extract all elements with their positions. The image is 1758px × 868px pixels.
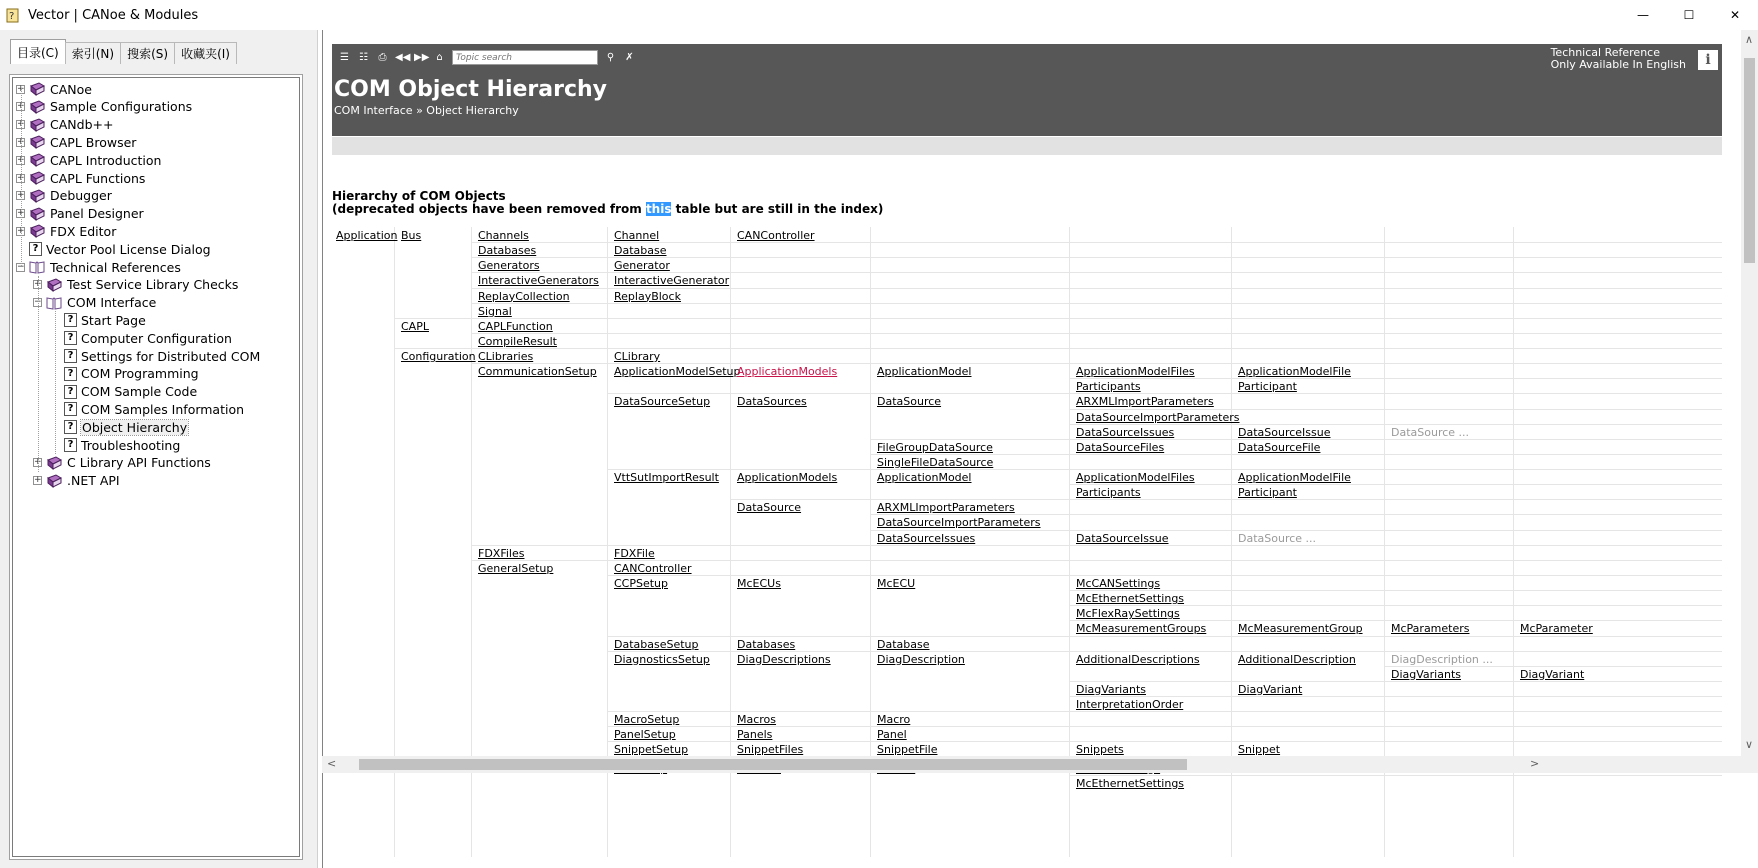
svg-text:?: ? (9, 11, 15, 22)
page-icon: ? (64, 331, 77, 345)
header-toolbar (338, 50, 642, 65)
content-pane (322, 30, 1758, 868)
table-cell-link[interactable]: Panel (877, 728, 907, 742)
table-row-divider (1069, 590, 1722, 591)
table-cell-link[interactable]: DatabaseSetup (614, 637, 699, 651)
contents-tree[interactable] (12, 77, 300, 857)
tree-item-label: Debugger (50, 188, 112, 204)
tree-item[interactable] (33, 471, 120, 491)
page-title: COM Object Hierarchy (334, 77, 607, 102)
table-cell-link[interactable]: McEthernetSettings (1076, 592, 1185, 606)
topic-search-input[interactable] (452, 50, 598, 65)
table-row-divider (471, 545, 1722, 546)
table-cell-link[interactable]: DiagVariant (1520, 667, 1585, 681)
tree-item-label: Object Hierarchy (82, 419, 188, 435)
table-cell-link[interactable]: Bus (401, 229, 422, 242)
table-row-divider (1384, 666, 1722, 667)
table-row-divider (607, 741, 1722, 742)
selected-text: this (645, 202, 672, 216)
table-cell-link[interactable]: DataSourceIssue (1076, 531, 1169, 545)
table-row-divider (471, 272, 1722, 273)
vertical-scrollbar[interactable] (1741, 30, 1758, 756)
table-cell-link[interactable]: McFlexRaySettings (1076, 607, 1180, 621)
tree-item-label: Sample Configurations (50, 99, 193, 115)
table-row-divider (607, 469, 1722, 470)
table-row-divider (471, 242, 1722, 243)
book-icon (29, 100, 45, 114)
table-cell-link[interactable]: ApplicationModel (877, 471, 972, 485)
table-row-divider (1069, 681, 1722, 682)
scroll-up-icon[interactable]: ∧ (1745, 33, 1754, 46)
maximize-icon: ☐ (1683, 8, 1695, 22)
book-icon (29, 135, 45, 149)
table-cell-link[interactable]: SnippetSetup (614, 743, 689, 757)
tree-item-label: CAPL Introduction (50, 152, 162, 168)
table-cell-link[interactable]: Participant (1238, 380, 1297, 394)
expand-icon[interactable]: + (17, 225, 25, 236)
table-cell-link[interactable]: DiagVariants (1076, 682, 1146, 696)
table-cell-link[interactable]: SingleFileDataSource (877, 455, 994, 469)
book-icon (46, 278, 62, 292)
page-header (332, 44, 1722, 136)
info-icon[interactable]: i (1698, 50, 1718, 70)
book-icon (29, 207, 45, 221)
tree-item-label: Settings for Distributed COM (81, 348, 261, 364)
tree-item-label: Start Page (81, 312, 146, 328)
tree-item-label: COM Programming (81, 366, 199, 382)
table-cell-link[interactable]: CLibraries (478, 350, 534, 364)
book-icon (29, 189, 45, 203)
table-row-divider (1069, 424, 1722, 425)
table-cell-link[interactable]: Participants (1076, 380, 1141, 394)
table-cell-link[interactable]: DataSourceFiles (1076, 440, 1165, 454)
heading-line2 (332, 203, 883, 216)
table-row-divider (1069, 409, 1722, 410)
title-bar (0, 0, 1758, 30)
tree-line (21, 88, 22, 266)
table-cell-link[interactable]: DiagnosticsSetup (614, 652, 710, 666)
table-cell-link[interactable]: McCANSettings (1076, 576, 1161, 590)
book-icon (29, 153, 45, 167)
table-row-divider (1069, 378, 1722, 379)
tree-item-label: CANoe (50, 81, 92, 97)
table-cell-link[interactable]: McECU (877, 576, 916, 590)
table-cell-link[interactable]: McMeasurementGroup (1238, 622, 1363, 636)
table-cell-link[interactable]: DataSources (737, 395, 807, 409)
expand-icon[interactable]: + (34, 457, 42, 468)
open-book-icon (46, 296, 62, 310)
table-cell-link[interactable]: CAPL (401, 319, 429, 333)
table-row-divider (394, 348, 1722, 349)
table-cell-link[interactable]: McEthernetSettings (1076, 776, 1185, 790)
navigation-pane (0, 30, 318, 868)
book-icon (29, 224, 45, 238)
page-icon: ? (64, 313, 77, 327)
table-cell-link[interactable]: CompileResult (478, 334, 557, 348)
tree-item-label: CANdb++ (50, 117, 114, 133)
expand-icon[interactable]: + (17, 119, 25, 130)
table-cell-link[interactable]: DataSourceFile (1238, 440, 1321, 454)
tree-item-label: COM Sample Code (81, 384, 198, 400)
table-cell-link[interactable]: SnippetFiles (737, 743, 804, 757)
table-row-divider (471, 303, 1722, 304)
table-cell-link[interactable]: DataSourceImportParameters (1076, 410, 1240, 424)
table-cell-link[interactable]: VttSutImportResult (614, 471, 719, 485)
table-row-divider (607, 711, 1722, 712)
tab-index[interactable]: 索引(N) (65, 42, 121, 64)
page-icon: ? (64, 438, 77, 452)
table-cell-link[interactable]: Configuration (401, 350, 476, 364)
clear-search-icon[interactable]: ✗ (625, 51, 634, 63)
table-cell-text: DiagDescription ... (1391, 652, 1493, 666)
table-cell-link[interactable]: GeneralSetup (478, 561, 554, 575)
table-row-divider (471, 333, 1722, 334)
tree-item-label: CAPL Functions (50, 170, 146, 186)
table-cell-link[interactable]: DataSourceIssues (1076, 425, 1175, 439)
book-icon (29, 82, 45, 96)
table-cell-link[interactable]: DataSourceSetup (614, 395, 711, 409)
expand-icon[interactable]: + (17, 83, 25, 94)
table-row-divider (471, 363, 1722, 364)
table-row-divider (730, 499, 1722, 500)
techref-line2: Only Available In English (1550, 58, 1686, 71)
page-icon: ? (64, 420, 77, 434)
tree-item-label: Troubleshooting (81, 437, 181, 453)
tree-item-label: COM Samples Information (81, 401, 245, 417)
tab-search[interactable]: 搜索(S) (120, 42, 175, 64)
table-row-divider (607, 393, 1722, 394)
expand-icon[interactable]: + (34, 279, 42, 290)
table-cell-link[interactable]: DataSourceIssue (1238, 425, 1331, 439)
vertical-scroll-thumb[interactable] (1744, 58, 1755, 263)
table-cell-link[interactable]: DataSource (737, 501, 802, 515)
table-cell-link[interactable]: ApplicationModels (737, 365, 838, 379)
table-cell-link[interactable]: DiagDescriptions (737, 652, 831, 666)
table-row-divider (870, 514, 1722, 515)
table-cell-link[interactable]: DataSourceImportParameters (877, 516, 1041, 530)
horizontal-scrollbar[interactable] (322, 756, 1758, 773)
table-row-divider (1069, 605, 1722, 606)
collapse-icon[interactable]: − (17, 261, 25, 272)
table-cell-link[interactable]: ApplicationModelFile (1238, 365, 1351, 379)
table-cell-link[interactable]: CANController (737, 229, 815, 242)
table-cell-link[interactable]: Macro (877, 713, 911, 727)
book-icon (29, 171, 45, 185)
table-cell-link[interactable]: McMeasurementGroups (1076, 622, 1207, 636)
print-icon[interactable]: ⎙ (378, 51, 387, 63)
table-cell-link[interactable]: Databases (737, 637, 796, 651)
table-cell-link[interactable]: FDXFile (614, 546, 655, 560)
table-cell-link[interactable]: CANController (614, 561, 692, 575)
tree-item-label: CAPL Browser (50, 134, 137, 150)
search-go-icon[interactable]: ⚲ (606, 51, 615, 63)
table-cell-link[interactable]: AdditionalDescription (1238, 652, 1356, 666)
collapse-icon[interactable]: − (34, 297, 42, 308)
table-cell-link[interactable]: ARXMLImportParameters (877, 501, 1015, 515)
book-icon (29, 118, 45, 132)
close-button[interactable] (1712, 0, 1758, 30)
page-icon: ? (64, 349, 77, 363)
tab-favorites[interactable]: 收藏夹(I) (174, 42, 237, 64)
page-icon: ? (29, 242, 42, 256)
table-cell-link[interactable]: ApplicationModels (737, 471, 838, 485)
scroll-right-icon[interactable]: > (1530, 757, 1540, 770)
show-toc-icon[interactable]: ☰ (340, 51, 349, 63)
table-cell-link[interactable]: Channel (614, 229, 660, 242)
minimize-icon: — (1637, 8, 1649, 22)
nav-tabs (10, 42, 236, 64)
expand-icon[interactable]: + (17, 190, 25, 201)
table-cell-link[interactable]: McParameters (1391, 622, 1470, 636)
table-cell-link[interactable]: PanelSetup (614, 728, 676, 742)
table-cell-text: DataSource ... (1238, 531, 1317, 545)
tree-item-label: Computer Configuration (81, 330, 232, 346)
table-row-divider (607, 575, 1722, 576)
table-cell-link[interactable]: DataSourceIssues (877, 531, 976, 545)
table-row-divider (1069, 696, 1722, 697)
table-cell-link[interactable]: Database (614, 244, 667, 258)
table-row-divider (607, 726, 1722, 727)
window-title: Vector | CANoe & Modules (28, 7, 199, 23)
table-cell-link[interactable]: ApplicationModelSetup (614, 365, 741, 379)
table-cell-link[interactable]: FDXFiles (478, 546, 525, 560)
table-cell-link[interactable]: Snippets (1076, 743, 1124, 757)
table-cell-link[interactable]: Signal (478, 304, 512, 318)
table-row-divider (1069, 620, 1722, 621)
table-row-divider (870, 454, 1722, 455)
table-cell-link[interactable]: Participants (1076, 486, 1141, 500)
book-icon (46, 474, 62, 488)
expand-icon[interactable]: + (17, 136, 25, 147)
table-cell-link[interactable]: DiagVariants (1391, 667, 1461, 681)
table-cell-link[interactable]: CommunicationSetup (478, 365, 597, 379)
hide-toc-icon[interactable]: ☷ (359, 51, 368, 63)
contents-tree-frame (9, 74, 303, 860)
tree-item-label: Test Service Library Checks (67, 277, 239, 293)
table-cell-link[interactable]: ApplicationModelFiles (1076, 365, 1195, 379)
header-strip (332, 137, 1722, 155)
table-cell-link[interactable]: CCPSetup (614, 576, 669, 590)
table-row-divider (471, 288, 1722, 289)
tree-item-label: Technical References (50, 259, 181, 275)
open-book-icon (29, 260, 45, 274)
heading-pre: (deprecated objects have been removed from (332, 202, 646, 216)
close-icon: ✕ (1729, 8, 1741, 22)
table-cell-link[interactable]: Channels (478, 229, 529, 242)
expand-icon[interactable]: + (17, 101, 25, 112)
table-cell-link[interactable]: ARXMLImportParameters (1076, 395, 1214, 409)
table-cell-link[interactable]: InteractiveGenerator (614, 274, 730, 288)
techref-line1: Technical Reference (1550, 46, 1660, 59)
expand-icon[interactable]: + (17, 172, 25, 183)
maximize-button[interactable] (1666, 0, 1712, 30)
table-row-divider (471, 257, 1722, 258)
table-cell-link[interactable]: SnippetFile (877, 743, 938, 757)
tech-reference-note (1551, 47, 1686, 71)
table-cell-link[interactable]: DataSource (877, 395, 942, 409)
table-cell-link[interactable]: ApplicationModelFiles (1076, 471, 1195, 485)
table-cell-link[interactable]: DiagDescription (877, 652, 965, 666)
minimize-button[interactable] (1620, 0, 1666, 30)
table-row-divider (870, 530, 1722, 531)
table-cell-text: DataSource ... (1391, 425, 1470, 439)
table-cell-link[interactable]: Macros (737, 713, 777, 727)
table-row-divider (394, 318, 1722, 319)
horizontal-scroll-thumb[interactable] (359, 759, 1187, 770)
tab-contents[interactable]: 目录(C) (10, 39, 66, 64)
tree-item-label: FDX Editor (50, 223, 117, 239)
heading-post: table but are still in the index) (671, 202, 884, 216)
table-cell-link[interactable]: Generator (614, 259, 670, 273)
book-icon (46, 456, 62, 470)
table-cell-link[interactable]: CLibrary (614, 350, 661, 364)
table-row-divider (471, 560, 1722, 561)
tree-item-label: C Library API Functions (67, 455, 211, 471)
table-cell-link[interactable]: Databases (478, 244, 537, 258)
table-cell-link[interactable]: Database (877, 637, 930, 651)
tree-item-label: .NET API (67, 473, 120, 489)
heading-line1: Hierarchy of COM Objects (332, 189, 506, 203)
table-cell-link[interactable]: McECUs (737, 576, 781, 590)
table-cell-link[interactable]: ReplayBlock (614, 289, 681, 303)
table-row-divider (607, 636, 1722, 637)
breadcrumb: COM Interface » Object Hierarchy (334, 104, 519, 117)
forward-icon[interactable]: ▶▶ (414, 51, 430, 63)
table-cell-link[interactable]: MacroSetup (614, 713, 680, 727)
table-cell-link[interactable]: DiagVariant (1238, 682, 1303, 696)
table-cell-link[interactable]: Panels (737, 728, 773, 742)
section-heading (332, 190, 883, 216)
tree-item-label: COM Interface (67, 295, 157, 311)
tree-line (55, 311, 56, 454)
table-cell-link[interactable]: ApplicationModel (877, 365, 972, 379)
tree-line (38, 276, 39, 472)
table-cell-link[interactable]: Generators (478, 259, 540, 273)
expand-icon[interactable]: + (17, 154, 25, 165)
table-cell-link[interactable]: Snippet (1238, 743, 1281, 757)
table-cell-link[interactable]: CAPLFunction (478, 319, 553, 333)
table-cell-link[interactable]: ApplicationModelFile (1238, 471, 1351, 485)
table-cell-link[interactable]: AdditionalDescriptions (1076, 652, 1200, 666)
table-cell-link[interactable]: InteractiveGenerators (478, 274, 599, 288)
table-cell-link[interactable]: FileGroupDataSource (877, 440, 993, 454)
table-row-divider (1069, 484, 1722, 485)
expand-icon[interactable]: + (17, 208, 25, 219)
table-row-divider (607, 651, 1722, 652)
tree-item-label: Vector Pool License Dialog (46, 241, 211, 257)
page-icon: ? (64, 385, 77, 399)
table-cell-link[interactable]: Application (336, 229, 398, 242)
expand-icon[interactable]: + (34, 475, 42, 486)
scroll-down-icon[interactable]: ∨ (1745, 738, 1754, 751)
table-row-divider (870, 439, 1722, 440)
table-cell-link[interactable]: InterpretationOrder (1076, 698, 1184, 712)
help-app-icon (6, 7, 22, 23)
table-cell-link[interactable]: McParameter (1520, 622, 1593, 636)
tree-item-label: Panel Designer (50, 206, 144, 222)
home-icon[interactable]: ⌂ (436, 51, 443, 63)
back-icon[interactable]: ◀◀ (395, 51, 411, 63)
table-row-divider (1069, 775, 1722, 776)
page-icon: ? (64, 367, 77, 381)
table-cell-link[interactable]: Participant (1238, 486, 1297, 500)
page-icon: ? (64, 402, 77, 416)
table-cell-link[interactable]: ReplayCollection (478, 289, 570, 303)
scroll-left-icon[interactable]: < (327, 757, 337, 770)
